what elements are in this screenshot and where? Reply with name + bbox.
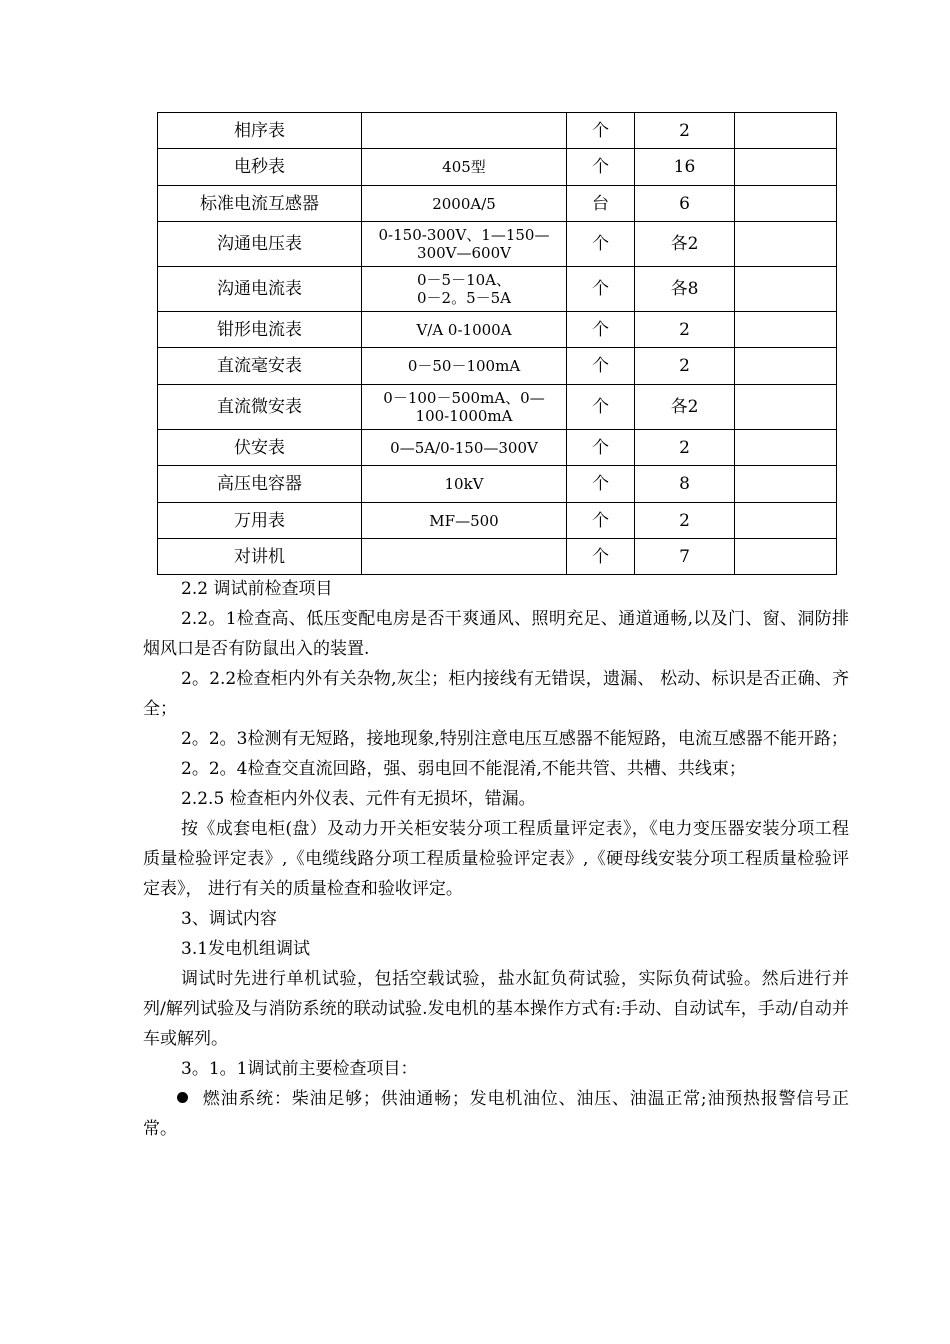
table-row — [158, 312, 837, 348]
document-body — [143, 574, 849, 1144]
equipment-note — [735, 186, 837, 222]
equipment-spec — [362, 539, 567, 575]
equipment-unit: 个 — [567, 430, 635, 466]
equipment-unit: 个 — [567, 348, 635, 385]
equipment-note — [735, 113, 837, 149]
table-row — [158, 113, 837, 149]
equipment-qty: 6 — [635, 186, 735, 222]
equipment-note — [735, 430, 837, 466]
equipment-note — [735, 503, 837, 539]
equipment-spec: 405型 — [362, 149, 567, 186]
paragraph: 2。2。3检测有无短路，接地现象,特别注意电压互感器不能短路，电流互感器不能开路； — [181, 729, 848, 749]
equipment-qty: 16 — [635, 149, 735, 186]
equipment-qty: 2 — [635, 430, 735, 466]
equipment-unit: 个 — [567, 385, 635, 430]
table-row — [158, 222, 837, 267]
equipment-note — [735, 312, 837, 348]
equipment-unit: 个 — [567, 267, 635, 312]
equipment-name: 标准电流互感器 — [158, 186, 362, 222]
equipment-note — [735, 267, 837, 312]
paragraph: 调试时先进行单机试验，包括空载试验，盐水缸负荷试验，实际负荷试验。然后进行并列/解列试验及与消防系统的联动试验.发电机的基本操作方式有:手动、自动试车，手动/自动并车或解列。 — [143, 969, 849, 1049]
equipment-name: 直流毫安表 — [158, 348, 362, 385]
equipment-qty: 2 — [635, 348, 735, 385]
equipment-spec: 0—5A/0-150—300V — [362, 430, 567, 466]
table-row — [158, 539, 837, 575]
paragraph: 2.2。1检查高、低压变配电房是否干爽通风、照明充足、通道通畅,以及门、窗、洞防排烟风口是否有防鼠出入的装置. — [143, 609, 849, 659]
section-heading: 2.2 调试前检查项目 — [181, 579, 333, 599]
table-row — [158, 348, 837, 385]
equipment-unit: 个 — [567, 222, 635, 267]
equipment-name: 万用表 — [158, 503, 362, 539]
equipment-unit: 台 — [567, 186, 635, 222]
equipment-name: 伏安表 — [158, 430, 362, 466]
equipment-name: 对讲机 — [158, 539, 362, 575]
equipment-spec: 2000A/5 — [362, 186, 567, 222]
equipment-name: 电秒表 — [158, 149, 362, 186]
spec-line: 0－100－500mA、0— — [383, 389, 545, 407]
equipment-spec — [362, 113, 567, 149]
table-row — [158, 503, 837, 539]
bullet-icon — [177, 1092, 188, 1103]
equipment-name: 直流微安表 — [158, 385, 362, 430]
paragraph: 2.2.5 检查柜内外仪表、元件有无损坏，错漏。 — [181, 789, 536, 809]
equipment-unit: 个 — [567, 466, 635, 503]
section-heading: 3。1。1调试前主要检查项目： — [181, 1059, 418, 1079]
table-row — [158, 267, 837, 312]
equipment-qty: 各8 — [635, 267, 735, 312]
equipment-qty: 各2 — [635, 222, 735, 267]
equipment-spec: 10kV — [362, 466, 567, 503]
equipment-spec — [362, 385, 567, 430]
table-row — [158, 385, 837, 430]
equipment-unit: 个 — [567, 539, 635, 575]
equipment-note — [735, 348, 837, 385]
equipment-spec: MF—500 — [362, 503, 567, 539]
bullet-item — [143, 1084, 849, 1144]
table-row — [158, 430, 837, 466]
equipment-name: 沟通电流表 — [158, 267, 362, 312]
equipment-unit: 个 — [567, 503, 635, 539]
equipment-unit: 个 — [567, 312, 635, 348]
paragraph: 2。2.2检查柜内外有关杂物,灰尘；柜内接线有无错误，遗漏、 松动、标识是否正确、齐全； — [143, 669, 849, 719]
equipment-note — [735, 222, 837, 267]
section-heading: 3.1发电机组调试 — [181, 939, 311, 959]
spec-line: 0－5－10A、 — [416, 271, 511, 289]
paragraph: 2。2。4检查交直流回路，强、弱电回不能混淆,不能共管、共槽、共线束； — [181, 759, 746, 779]
table-row — [158, 186, 837, 222]
section-heading: 3、调试内容 — [181, 909, 277, 929]
table-row — [158, 149, 837, 186]
table-row — [158, 466, 837, 503]
equipment-spec: V/A 0-1000A — [362, 312, 567, 348]
equipment-note — [735, 466, 837, 503]
spec-line: 0－2。5－5A — [416, 289, 511, 307]
equipment-qty: 2 — [635, 113, 735, 149]
equipment-qty: 2 — [635, 312, 735, 348]
equipment-name: 相序表 — [158, 113, 362, 149]
equipment-name: 钳形电流表 — [158, 312, 362, 348]
equipment-qty: 各2 — [635, 385, 735, 430]
equipment-spec — [362, 267, 567, 312]
equipment-note — [735, 539, 837, 575]
equipment-name: 高压电容器 — [158, 466, 362, 503]
equipment-unit: 个 — [567, 149, 635, 186]
equipment-qty: 7 — [635, 539, 735, 575]
equipment-note — [735, 149, 837, 186]
equipment-qty: 2 — [635, 503, 735, 539]
equipment-table — [157, 112, 837, 575]
equipment-unit: 个 — [567, 113, 635, 149]
spec-line: 0-150-300V、1—150— — [378, 226, 550, 244]
bullet-text: 燃油系统：柴油足够；供油通畅；发电机油位、油压、油温正常;油预热报警信号正常。 — [143, 1089, 849, 1139]
equipment-name: 沟通电压表 — [158, 222, 362, 267]
equipment-spec: 0－50－100mA — [362, 348, 567, 385]
equipment-spec — [362, 222, 567, 267]
spec-line: 300V—600V — [417, 244, 511, 262]
equipment-note — [735, 385, 837, 430]
spec-line: 100-1000mA — [415, 407, 513, 425]
equipment-qty: 8 — [635, 466, 735, 503]
paragraph: 按《成套电柜(盘）及动力开关柜安装分项工程质量评定表》，《电力变压器安装分项工程质量检验评定表》,《电缆线路分项工程质量检验评定表》,《硬母线安装分项工程质量检验评定表》， 进行有关的质量检查和验收评定。 — [143, 819, 849, 899]
